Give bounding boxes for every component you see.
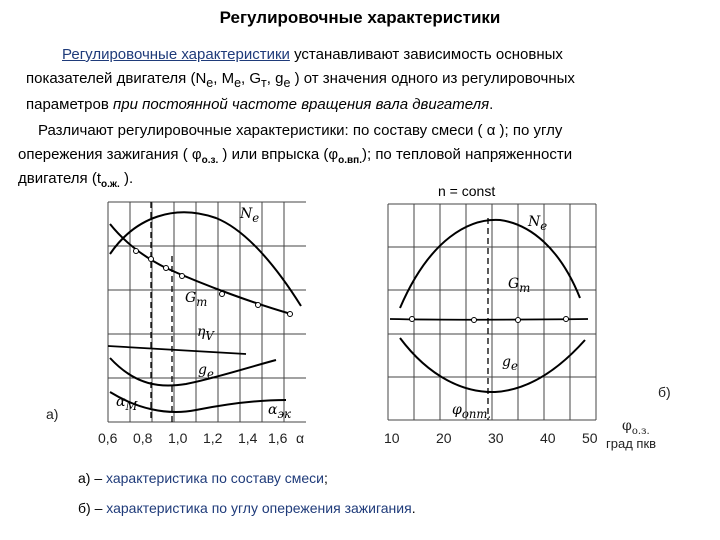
caption-a: а) – характеристика по составу смеси; <box>78 470 328 486</box>
graph-b-tick: 20 <box>436 430 452 446</box>
graph-b-label-ge: $g_e$ <box>502 354 518 373</box>
graph-a-tick: 1,6 <box>268 430 288 446</box>
graph-b-tick: 50 <box>582 430 598 446</box>
ne-curve-b <box>400 220 580 308</box>
eta-v-curve <box>108 346 246 354</box>
graph-a-label-gt: $G_т$ <box>185 290 208 309</box>
caption-a-link[interactable]: характеристика по составу смеси <box>106 470 324 486</box>
graph-b-axis-unit: град пкв <box>606 436 657 451</box>
graph-a-tick: 0,8 <box>133 430 153 446</box>
graph-a-label-ne: $N_e$ <box>240 206 260 225</box>
n-const-label: n = const <box>438 183 496 199</box>
ge-curve <box>110 358 276 386</box>
paragraph-2-line-3: двигателя ($t_{о.ж.}$ ). <box>18 170 134 190</box>
graph-a-label-alpha-ek: $\alpha_{эк}$ <box>268 402 291 421</box>
graph-a-label: а) <box>46 406 59 422</box>
graph-b-label-gt: $G_т$ <box>508 276 531 295</box>
caption-b-link[interactable]: характеристика по углу опережения зажигания <box>106 500 412 516</box>
graph-b-tick: 10 <box>384 430 400 446</box>
graph-b <box>380 198 630 424</box>
graph-a-grid <box>108 202 306 422</box>
paragraph-1-line-2: показателей двигателя ($N_e$, $M_e$, $G_т$, $g_e$ ) от значения одного из регулировочных <box>26 70 575 90</box>
graph-b-grid <box>388 204 596 420</box>
graph-b-tick: 30 <box>488 430 504 446</box>
paragraph-1-line-1: Регулировочные характеристики устанавливают зависимость основных <box>62 46 563 63</box>
graph-a <box>96 196 316 426</box>
paragraph-1-line-3: параметров при постоянной частоте вращения вала двигателя. <box>26 96 494 113</box>
graph-a-tick: 1,2 <box>203 430 223 446</box>
graph-a-tick: 0,6 <box>98 430 118 446</box>
graph-b-label-phi-opt: $\varphi_{опт.}$ <box>452 402 492 421</box>
regulating-characteristics-link[interactable]: Регулировочные характеристики <box>62 46 290 63</box>
graph-b-label-ne: $N_e$ <box>528 214 548 233</box>
graph-a-tick: 1,0 <box>168 430 188 446</box>
graph-a-axis-symbol: α <box>296 430 305 446</box>
graph-a-label-eta: $\eta_V$ <box>197 324 214 343</box>
graph-b-tick: 40 <box>540 430 556 446</box>
caption-b: б) – характеристика по углу опережения зажигания. <box>78 500 416 516</box>
paragraph-2-line-1: Различают регулировочные характеристики: по составу смеси ( α ); по углу <box>38 122 563 139</box>
paragraph-2-line-2: опережения зажигания ( $\varphi_{о.з.}$ ) или впрыска $(\varphi_{о.вп.})$; по тепловой напряженности <box>18 146 573 166</box>
graph-a-label-ge: $g_e$ <box>198 362 214 381</box>
graph-b-label: б) <box>658 384 671 400</box>
graph-a-label-alpha-m: $\alpha_M$ <box>116 394 138 413</box>
gt-curve-b <box>390 319 588 320</box>
page-title: Регулировочные характеристики <box>219 8 501 27</box>
graph-a-tick: 1,4 <box>238 430 258 446</box>
graph-b-axis-symbol: $\varphi_{о.з.}$ <box>622 418 650 437</box>
